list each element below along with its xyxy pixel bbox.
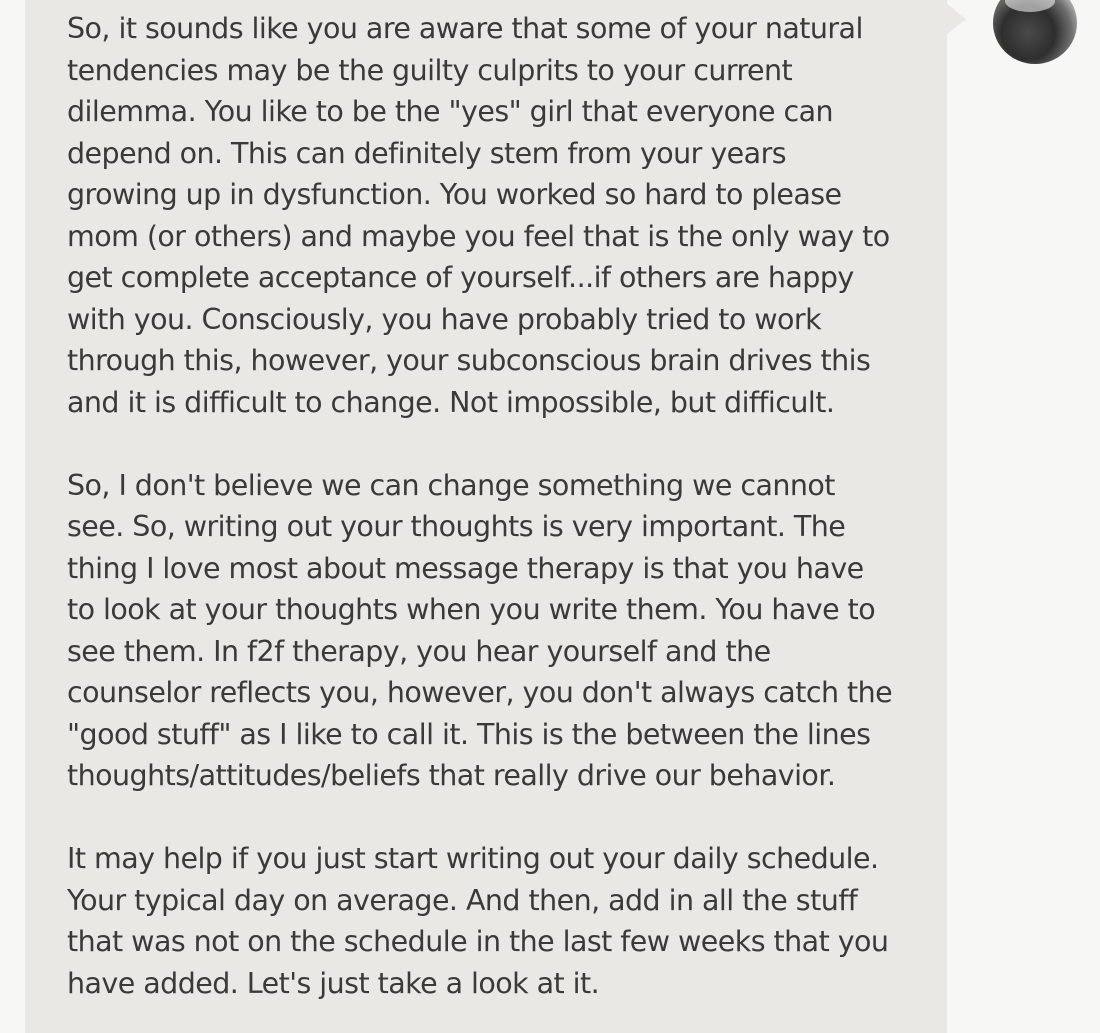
message-bubble — [25, 0, 947, 1033]
bubble-tail — [946, 3, 966, 35]
message-paragraph: So, I don't believe we can change something we cannot see. So, writing out your thoughts is very important. The thing I love most about message therapy is that you have to look at your thoughts when you write them. You have to see them. In f2f therapy, you hear yourself and the counselor reflects you, however, you don't always catch the "good stuff" as I like to call it. This is the between the lines thoughts/attitudes/beliefs that really drive our behavior. — [67, 468, 893, 792]
message-paragraph: It may help if you just start writing out your daily schedule. Your typical day on average. And then, add in all the stuff that was not on the schedule in the last few weeks that you have added. Let's just take a look at it. — [67, 842, 889, 1000]
message-paragraph: So, it sounds like you are aware that some of your natural tendencies may be the guilty culprits to your current dilemma. You like to be the "yes" girl that everyone can depend on. This can definitely stem from your years growing up in dysfunction. You worked so hard to please mom (or others) and maybe you feel that is the only way to get complete acceptance of yourself...if others are happy with you. Consciously, you have probably tried to work through this, however, your subconscious brain drives this and it is difficult to change. Not impossible, but difficult. — [67, 12, 890, 419]
avatar[interactable] — [993, 0, 1077, 64]
avatar-highlight — [1005, 0, 1055, 12]
